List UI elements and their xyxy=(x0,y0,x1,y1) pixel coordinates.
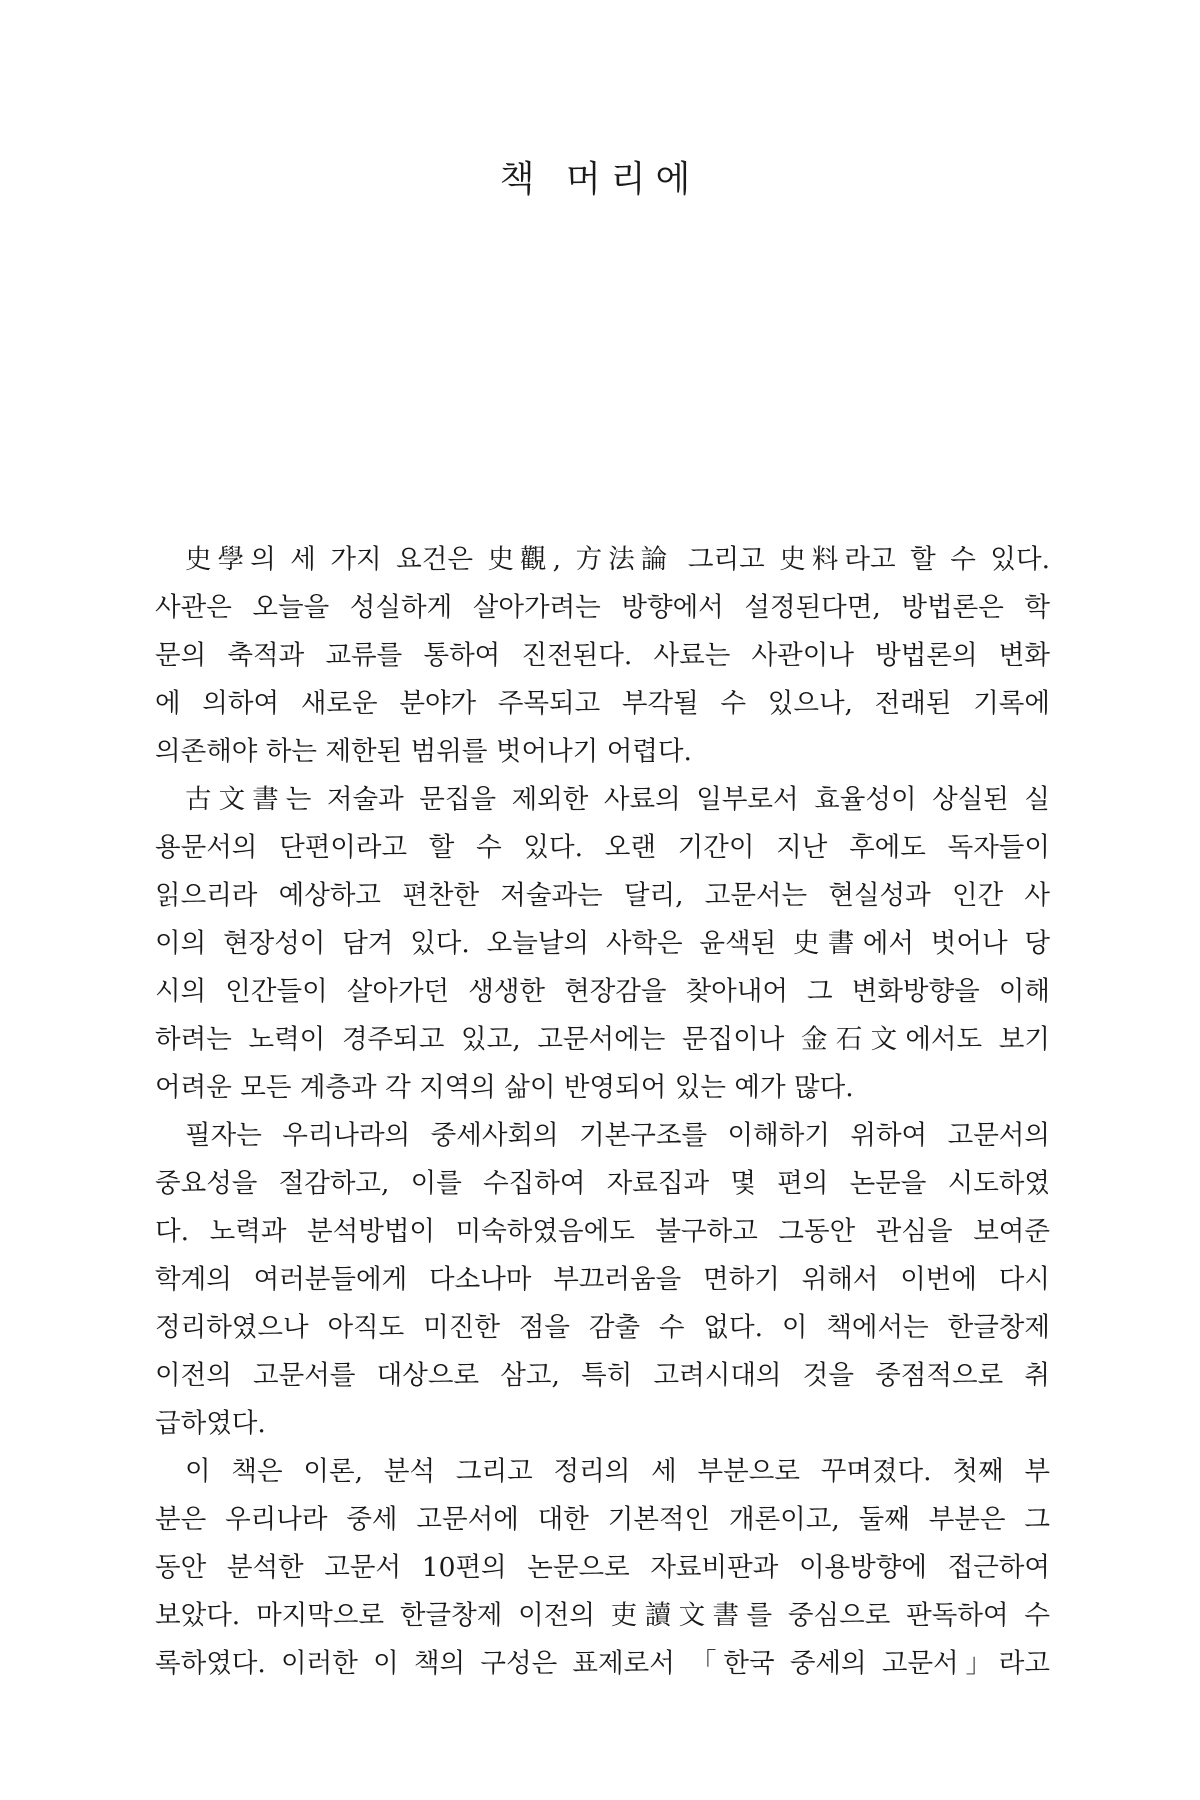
paragraph-line: 이의 현장성이 담겨 있다. 오늘날의 사학은 윤색된 史書에서 벗어나 당 xyxy=(155,928,1050,959)
paragraph-line: 급하였다. xyxy=(155,1408,266,1439)
paragraph-line: 이전의 고문서를 대상으로 삼고, 특히 고려시대의 것을 중점적으로 취 xyxy=(155,1360,1050,1391)
paragraph-line: 록하였다. 이러한 이 책의 구성은 표제로서 「한국 중세의 고문서」라고 xyxy=(155,1648,1050,1679)
paragraph-line: 이 책은 이론, 분석 그리고 정리의 세 부분으로 꾸며졌다. 첫째 부 xyxy=(185,1456,1050,1487)
paragraph-4 xyxy=(155,1448,1050,1688)
paragraph-line: 보았다. 마지막으로 한글창제 이전의 吏讀文書를 중심으로 판독하여 수 xyxy=(155,1600,1050,1631)
paragraph-line: 에 의하여 새로운 분야가 주목되고 부각될 수 있으나, 전래된 기록에 xyxy=(155,688,1050,719)
paragraph-line: 용문서의 단편이라고 할 수 있다. 오랜 기간이 지난 후에도 독자들이 xyxy=(155,832,1050,863)
paragraph-line: 하려는 노력이 경주되고 있고, 고문서에는 문집이나 金石文에서도 보기 xyxy=(155,1024,1050,1055)
paragraph-line: 시의 인간들이 살아가던 생생한 현장감을 찾아내어 그 변화방향을 이해 xyxy=(155,976,1050,1007)
paragraph-line: 읽으리라 예상하고 편찬한 저술과는 달리, 고문서는 현실성과 인간 사 xyxy=(155,880,1050,911)
paragraph-3 xyxy=(155,1112,1050,1448)
paragraph-line: 어려운 모든 계층과 각 지역의 삶이 반영되어 있는 예가 많다. xyxy=(155,1072,854,1103)
paragraph-line: 사관은 오늘을 성실하게 살아가려는 방향에서 설정된다면, 방법론은 학 xyxy=(155,592,1050,623)
paragraph-line: 古文書는 저술과 문집을 제외한 사료의 일부로서 효율성이 상실된 실 xyxy=(185,784,1050,815)
paragraph-line: 학계의 여러분들에게 다소나마 부끄러움을 면하기 위해서 이번에 다시 xyxy=(155,1264,1050,1295)
paragraph-1 xyxy=(155,536,1050,776)
preface-body xyxy=(155,536,1050,1688)
paragraph-line: 분은 우리나라 중세 고문서에 대한 기본적인 개론이고, 둘째 부분은 그 xyxy=(155,1504,1050,1535)
paragraph-line: 다. 노력과 분석방법이 미숙하였음에도 불구하고 그동안 관심을 보여준 xyxy=(155,1216,1050,1247)
paragraph-line: 의존해야 하는 제한된 범위를 벗어나기 어렵다. xyxy=(155,736,692,767)
page-title: 책 머리에 xyxy=(499,159,701,200)
paragraph-line: 史學의 세 가지 요건은 史觀, 方法論 그리고 史料라고 할 수 있다. xyxy=(185,544,1050,575)
paragraph-line: 필자는 우리나라의 중세사회의 기본구조를 이해하기 위하여 고문서의 xyxy=(185,1120,1050,1151)
paragraph-line: 중요성을 절감하고, 이를 수집하여 자료집과 몇 편의 논문을 시도하였 xyxy=(155,1168,1050,1199)
paragraph-line: 동안 분석한 고문서 10편의 논문으로 자료비판과 이용방향에 접근하여 xyxy=(155,1552,1050,1583)
paragraph-line: 문의 축적과 교류를 통하여 진전된다. 사료는 사관이나 방법론의 변화 xyxy=(155,640,1050,671)
paragraph-line: 정리하였으나 아직도 미진한 점을 감출 수 없다. 이 책에서는 한글창제 xyxy=(155,1312,1050,1343)
paragraph-2 xyxy=(155,776,1050,1112)
